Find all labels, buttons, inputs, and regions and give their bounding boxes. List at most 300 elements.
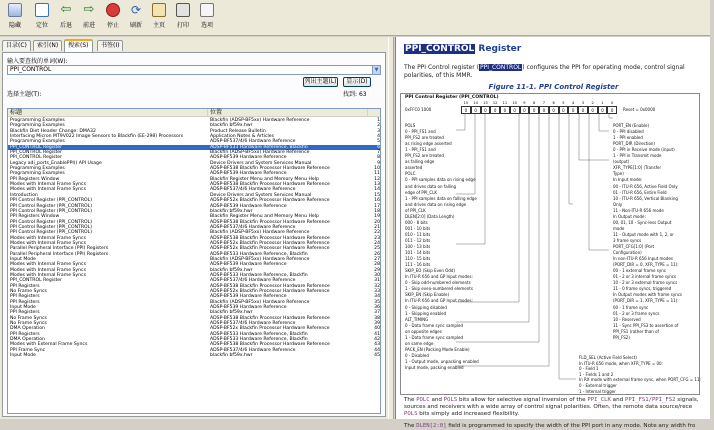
topic-title: Modes with Internal Frame Syncs <box>10 182 86 188</box>
options-button[interactable]: 选项 <box>196 2 218 33</box>
topic-location: ADSP-BF539 Hardware Reference <box>210 155 287 161</box>
topic-rank: 17 <box>374 203 380 209</box>
bit-cell: 0 <box>481 106 491 114</box>
diagram-label: 10 - Reserved <box>613 316 641 322</box>
bit-cell: 0 <box>510 106 520 114</box>
topic-location: ADSP-BF538 Blackfin Processor Hardware Reference <box>210 315 330 321</box>
topic-location: Blackfin (ADSP-BF5xx) Hardware Reference <box>210 150 310 156</box>
diagram-label: ALT_TIMING <box>405 316 429 322</box>
diagram-label: In non-ITU-R 656 Input modes <box>613 256 673 262</box>
topic-location: ADSP-BF537/4/6 Hardware Reference <box>210 321 296 327</box>
topic-title: Legacy adi_ports_EnablePPI() API Usage <box>10 160 102 166</box>
navigation-pane <box>0 37 388 419</box>
topic-rank: 10 <box>374 166 380 172</box>
diagram-label: 111 - 16 bits <box>405 262 431 268</box>
topic-location: ADSP-BF538 Blackfin Processor Hardware Reference <box>210 235 330 241</box>
diagram-label: Configuration) <box>613 250 642 256</box>
topic-rank: 14 <box>374 187 380 193</box>
diagram-label: SKIP_EN (Skip Enable) <box>405 292 450 298</box>
diagram-label: Only <box>613 201 623 207</box>
diagram-label: 00 - 1 external frame sync <box>613 268 666 274</box>
bit-cell: 0 <box>588 106 598 114</box>
tab-contents[interactable]: 目录(C) <box>2 40 31 51</box>
diagram-label: of PPI_CLK <box>405 207 426 213</box>
diagram-label: 10 - 2 or 3 external frame syncs <box>613 280 678 286</box>
refresh-button[interactable]: ⟳ 刷新 <box>129 3 142 29</box>
diagram-address: 0xFFC0 1000 <box>405 107 432 112</box>
diagram-label: on same edge <box>405 340 434 346</box>
topic-rows <box>8 118 380 358</box>
hide-icon <box>8 3 22 17</box>
bit-number: 9 <box>523 101 526 105</box>
diagram-label: 0 - Skip odd-numbered elements <box>405 280 471 286</box>
p2-polc: POLC <box>416 397 430 403</box>
diagram-label: In ITU-R 656 mode, when XFR_TYPE = 00: <box>579 360 663 366</box>
topic-title: No Frame Syncs <box>10 289 47 294</box>
topic-location: Blackfin Register Menu and Memory Menu Help <box>210 214 319 220</box>
bit-number: 1 <box>601 101 604 105</box>
topic-rank: 2 <box>377 123 380 129</box>
diagram-label: 1 - Skip even-numbered elements <box>405 286 473 292</box>
diagram-label: 100 - 13 bits <box>405 244 431 249</box>
topic-rank: 41 <box>374 331 380 337</box>
diagram-label: 11 - Non-ITU-R 656 mode <box>613 207 664 213</box>
topic-location: blackfin bf59x.hwr <box>210 123 253 129</box>
topic-title: Modes with Internal Frame Syncs <box>10 235 86 241</box>
topic-title: PPI Control Register (PPI_CONTROL) <box>10 219 93 225</box>
topic-rank: 40 <box>374 326 380 332</box>
topic-rank: 16 <box>374 198 380 204</box>
topic-title: DMA Operation <box>10 326 45 332</box>
list-item[interactable] <box>8 353 380 358</box>
topic-location: ADSP-BF539 Hardware Reference <box>210 305 287 311</box>
hide-button[interactable]: 隐藏 <box>4 2 26 33</box>
topic-location: ADSP-BF537/4/6 Hardware Reference <box>210 224 296 230</box>
bit-cell: 0 <box>529 106 539 114</box>
topic-title: PPI_CONTROL Register <box>10 155 62 161</box>
p2-e: signals, <box>675 397 699 403</box>
topic-rank: 37 <box>374 310 380 316</box>
home-icon <box>152 3 166 17</box>
options-icon <box>200 3 214 17</box>
topic-location: ADSP-BF537/4/6 Hardware Reference <box>210 347 296 353</box>
topic-title: PPI Registers Window <box>10 176 60 182</box>
topic-location: ADSP-BF533 Hardware Reference, Blackfin <box>210 144 308 150</box>
topic-rank: 4 <box>377 134 380 140</box>
page-title <box>404 44 521 54</box>
list-topics-button[interactable]: 列出主题(L) <box>304 78 337 85</box>
topic-rank: 21 <box>374 224 380 230</box>
topic-rank: 32 <box>374 283 380 289</box>
diagram-label: 1 - Fields 1 and 2 <box>579 371 614 377</box>
topic-rank: 6 <box>377 144 380 150</box>
diagram-label: 010 - 11 bits <box>405 231 431 237</box>
topic-location: ADSP-BF539 Hardware Reference <box>210 203 287 209</box>
topic-title: PPI Control Register (PPI_CONTROL) <box>10 224 93 230</box>
back-arrow-icon: ⇦ <box>60 2 72 17</box>
bit-number: 2 <box>591 101 594 105</box>
content-pane <box>395 37 710 429</box>
diagram-label: FLD_SEL (Active Field Select) <box>579 355 637 360</box>
bit-number: 6 <box>552 101 555 105</box>
topic-rank: 22 <box>374 230 380 236</box>
bit-cell: 0 <box>607 106 617 114</box>
diagram-label: 11 - Output mode with 1, 2, or <box>613 231 674 237</box>
topic-title: Blackfin Diet Header Change: DMA32 <box>10 128 96 134</box>
diagram-label: SKIP_EO (Skip Even Odd) <box>405 268 455 274</box>
locate-button[interactable]: 定位 <box>31 2 53 33</box>
topic-rank: 20 <box>374 219 380 225</box>
topic-rank: 18 <box>374 208 380 214</box>
topic-location: Device Drivers and System Services Manual <box>210 192 312 198</box>
diagram-label: 01 - ITU-R 656, Entire Field <box>613 189 667 195</box>
column-location[interactable]: 位置 <box>208 109 368 117</box>
bit-cell: 0 <box>500 106 510 114</box>
topic-location: ADSP-BF537/4/6 Hardware Reference <box>210 278 296 284</box>
topic-rank: 34 <box>374 294 380 300</box>
topic-rank: 8 <box>377 155 380 161</box>
bit-number: 7 <box>542 101 546 105</box>
diagram-label: PORT_EN (Enable) <box>613 123 650 128</box>
topic-location: ADSP-BF52x Blackfin Processor Hardware Reference <box>210 240 330 246</box>
topic-location: ADSP-BF537/4/6 Hardware Reference <box>210 187 296 193</box>
bit-cell: 0 <box>520 106 530 114</box>
bit-cell: 0 <box>549 106 559 114</box>
topic-rank: 13 <box>374 182 380 188</box>
topic-location: Blackfin (ADSP-BF5xx) Hardware Reference <box>210 230 310 236</box>
topic-list-header <box>8 109 380 117</box>
topic-location: ADSP-BF52x Blackfin Processor Hardware Reference <box>210 246 330 252</box>
topic-title: PPI Registers <box>10 283 40 289</box>
topic-rank: 9 <box>377 160 380 166</box>
diagram-label: 110 - 15 bits <box>405 256 431 262</box>
bit-number: 0 <box>610 101 614 105</box>
topic-rank: 19 <box>374 214 380 220</box>
printer-icon <box>176 3 190 17</box>
forward-arrow-icon: ⇨ <box>83 2 95 17</box>
topic-title: Modes with External Frame Syncs <box>10 342 88 348</box>
topic-rank: 25 <box>374 246 380 252</box>
home-button[interactable]: 主页 <box>148 2 170 33</box>
topic-rank: 23 <box>374 235 380 241</box>
topic-title: Programming Examples <box>10 139 65 145</box>
diagram-label: 0 - PPI disabled <box>613 129 644 135</box>
bit-number: 14 <box>473 101 478 105</box>
topic-location: ADSP-BF538 Blackfin Processor Hardware Reference <box>210 219 330 225</box>
topic-location: ADSP-BF533 Hardware Reference, Blackfin <box>210 251 308 257</box>
column-title[interactable]: 标题 <box>8 109 208 117</box>
topic-location: Blackfin (ADSP-BF5xx) Hardware Reference <box>210 299 310 305</box>
topic-title: Introduction <box>10 192 38 198</box>
topic-title: Input Mode <box>10 353 36 359</box>
topic-rank: 44 <box>374 347 380 353</box>
topic-rank: 36 <box>374 305 380 311</box>
pane-splitter[interactable] <box>388 37 394 419</box>
column-rank[interactable] <box>368 109 382 117</box>
diagram-label: 0 - PPI_FS1 and <box>405 129 436 135</box>
p2-line3: bits simply add increased flexibility. <box>417 411 520 417</box>
diagram-label: 1 - PPI samples data on falling edge <box>405 195 477 201</box>
diagram-label: In Input mode: <box>613 177 643 183</box>
register-diagram <box>400 93 700 395</box>
stop-icon <box>106 3 120 17</box>
diagram-label: mode <box>613 225 625 231</box>
topic-title: Modes with Internal Frame Syncs <box>10 267 86 273</box>
topic-location: blackfin bf59x.hwr <box>210 208 253 214</box>
topic-title: PPI Registers <box>10 331 40 337</box>
title-suffix: Register <box>475 44 522 54</box>
bit-number: 15 <box>463 101 469 105</box>
diagram-label: XFR_TYPE[1:0] (Transfer <box>613 165 662 171</box>
toolbar <box>0 0 710 36</box>
diagram-label: 101 - 14 bits <box>405 250 431 256</box>
topic-location: ADSP-BF539 Hardware Reference <box>210 262 287 268</box>
topic-title: Modes with Internal Frame Syncs <box>10 272 86 278</box>
topic-title: No Frame Syncs <box>10 321 47 327</box>
intro-highlight: PPI_CONTROL <box>479 64 522 71</box>
diagram-label: PPI_FS2 are treated <box>405 135 444 141</box>
diagram-label: as rising edge asserted <box>405 141 452 147</box>
topic-location: ADSP-BF533 Hardware Reference, Blackfin <box>210 331 308 337</box>
diagram-label: as falling edge <box>405 159 435 165</box>
topic-rank: 1 <box>377 118 380 123</box>
topic-title: PPI_CONTROL Register <box>10 150 62 156</box>
diagram-label: In Output modes with frame syncs <box>613 292 683 298</box>
topic-rank: 33 <box>374 289 380 294</box>
bit-cell: 0 <box>568 106 578 114</box>
diagram-label: 1 - Skipping enabled <box>405 310 447 316</box>
topic-title: PPI_CONTROL Register <box>10 278 62 284</box>
topic-rank: 43 <box>374 342 380 348</box>
topic-title: Modes with Internal Frame Syncs <box>10 187 86 193</box>
topic-rank: 31 <box>374 278 380 284</box>
diagram-label: 011 - 12 bits <box>405 237 431 243</box>
p2-ppi-clk: PPI_CLK <box>587 397 611 403</box>
bit-number: 5 <box>562 101 565 105</box>
topic-title: PPI Control Register (PPI_CONTROL) <box>10 230 93 236</box>
p2-line2: sources and receivers with a wide array of control signal polarities. Often, the remote data source/rece <box>404 404 693 410</box>
topic-rank: 15 <box>374 192 380 198</box>
topic-title: Programming Examples <box>10 123 65 129</box>
tab-search[interactable]: 搜索(S) <box>64 39 93 52</box>
topic-location: blackfin bf59x.hwr <box>210 353 253 359</box>
topic-location: ADSP-BF52x Blackfin Processor Hardware Reference <box>210 326 330 332</box>
back-button[interactable]: ⇦ 后退 <box>59 2 72 29</box>
diagram-label: POLC <box>405 171 416 177</box>
topic-title: PPI Registers <box>10 299 40 305</box>
bit-cell: 0 <box>578 106 588 114</box>
topic-title: Modes with Internal Frame Syncs <box>10 262 86 268</box>
topic-title: PPI Control Register (PPI_CONTROL) <box>10 203 93 209</box>
topic-location: blackfin bf59x.hwr <box>210 267 253 273</box>
p2-pols: POLS <box>443 397 458 403</box>
topic-rank: 35 <box>374 299 380 305</box>
topic-rank: 7 <box>377 150 380 156</box>
diagram-label: PORT_DIR (Direction) <box>613 141 655 147</box>
select-topic-label: 选择主题(T): <box>7 91 42 98</box>
topic-title: DMA Operation <box>10 337 45 343</box>
topic-title: PPI Registers <box>10 294 40 300</box>
dlen-paragraph <box>404 423 714 430</box>
topic-location: Blackfin Register Menu and Memory Menu Help <box>210 176 319 182</box>
topic-location: ADSP-BF533 Hardware Reference, Blackfin <box>210 272 308 278</box>
search-input-value: PPI_CONTROL <box>10 66 52 73</box>
diagram-label: asserted <box>405 165 423 171</box>
bit-cell: 0 <box>598 106 608 114</box>
diagram-label: In ITU-R 656 and GP Input modes: <box>405 298 473 304</box>
diagram-label: Input mode, packing enabled <box>405 365 464 370</box>
p2-b: and <box>429 397 444 403</box>
forward-button[interactable]: ⇨ 前进 <box>82 2 95 29</box>
stop-button[interactable]: 停止 <box>102 2 124 33</box>
search-prompt: 输入要查找的单词(W): <box>7 58 68 65</box>
found-number: 63 <box>358 91 367 98</box>
topic-list[interactable] <box>7 108 381 414</box>
topic-rank: 39 <box>374 321 380 327</box>
diagram-label: 11 - 0 frame syncs, triggered <box>613 286 672 292</box>
diagram-label: In ITU-R 656 and GP Input modes: <box>405 274 473 280</box>
diagram-label: 3 frame syncs <box>613 237 642 243</box>
diagram-label: 0 - Field 1 <box>579 366 599 372</box>
search-input[interactable] <box>7 65 381 75</box>
diagram-label: (PORT_DIR = 0, XFR_TYPE = 11): <box>613 262 679 268</box>
topic-rank: 11 <box>374 171 380 177</box>
topic-title: No Frame Syncs <box>10 315 47 321</box>
diagram-label: on opposite edges <box>405 328 442 334</box>
topic-title: Input Mode <box>10 305 36 311</box>
topic-location: blackfin bf59x.hwr <box>210 310 253 316</box>
diagram-reset: Reset = 0x0000 <box>623 107 656 112</box>
title-highlight: PPI_CONTROL <box>405 44 475 54</box>
topic-rank: 24 <box>374 240 380 246</box>
diagram-label: 0 - Data frame sync sampled <box>405 322 464 328</box>
topic-location: ADSP-BF533 Hardware Reference, Blackfin <box>210 337 308 343</box>
diagram-label: (PORT_DIR = 1, XFR_TYPE = 11): <box>613 298 679 304</box>
topic-rank: 28 <box>374 262 380 268</box>
diagram-label: and drives data on rising edge <box>405 201 467 207</box>
display-button[interactable]: 显示(D) <box>343 77 371 87</box>
diagram-label: 0 - Skipping disabled <box>405 304 447 310</box>
chevron-down-icon[interactable]: ▼ <box>372 66 380 74</box>
topic-title: PPI Registers Window <box>10 214 60 220</box>
topic-rank: 38 <box>374 315 380 321</box>
topic-location: Application Notes & Articles <box>210 134 275 140</box>
p3-a: The <box>404 423 417 429</box>
diagram-label: 11 - Sync PPI_FS3 to assertion of <box>613 322 679 328</box>
locate-icon <box>35 3 49 17</box>
search-panel <box>2 52 386 417</box>
topic-location: ADSP-BF538 Blackfin Processor Hardware Reference <box>210 342 330 348</box>
diagram-label: 1 - PPI in Transmit mode <box>613 153 662 159</box>
topic-location: ADSP-BF538 Blackfin Processor Hardware Reference <box>210 166 330 172</box>
diagram-label: 0 - Disabled <box>405 352 429 358</box>
topic-location: ADSP-BF538 Blackfin Processor Hardware Reference <box>210 283 330 289</box>
topic-rank: 26 <box>374 251 380 257</box>
tab-index[interactable]: 索引(N) <box>33 40 62 51</box>
intro-text-b: ) configures the PPI for operating mode, control signal polarities, of this MMR. <box>404 64 685 79</box>
bit-number: 13 <box>483 101 488 105</box>
topic-rank: 12 <box>374 176 380 182</box>
diagram-label: edge of PPI_CLK <box>405 189 438 195</box>
diagram-label: 01 - 2 or 3 internal frame syncs <box>613 274 677 280</box>
bit-cell: 0 <box>471 106 481 114</box>
diagram-label: 1 - Data frame sync sampled <box>405 334 464 340</box>
diagram-label: (output) <box>613 159 630 165</box>
topic-location: Device Drivers and System Services Manual <box>210 160 312 166</box>
topic-location: ADSP-BF537/4/6 Hardware Reference <box>210 139 296 145</box>
topic-rank: 42 <box>374 337 380 343</box>
diagram-label: 00 - 1 frame sync <box>613 304 649 310</box>
diagram-label: In Output mode: <box>613 213 646 219</box>
bit-number: 4 <box>571 101 575 105</box>
diagram-label: 0 - PPI samples data on rising edge <box>405 177 476 183</box>
diagram-label: 000 - 8 bits <box>405 219 428 225</box>
diagram-label: 1 - PPI_FS1 and <box>405 147 436 153</box>
bit-number: 11 <box>502 101 508 105</box>
topic-title: PPI Registers <box>10 310 40 316</box>
topic-title: Programming Examples <box>10 166 65 172</box>
topic-title: Modes with Internal Frame Syncs <box>10 240 86 246</box>
topic-rank: 5 <box>377 139 380 145</box>
diagram-label: PPI_FS2) <box>613 334 630 340</box>
diagram-label: 00, 01, 10 - Sync-less Output <box>613 219 672 225</box>
topic-title: Programming Examples <box>10 118 65 123</box>
topic-title: Programming Examples <box>10 171 65 177</box>
bit-cell: 0 <box>490 106 500 114</box>
p3-b: field is programmed to specify the width of the PPI port in any mode. Note any width fro <box>446 423 696 429</box>
intro-paragraph <box>404 64 704 80</box>
diagram-label: PACK_EN (Packing Mode Enable) <box>405 346 470 352</box>
tab-favorites[interactable]: 书签(I) <box>97 40 123 51</box>
p2-d: and <box>610 397 625 403</box>
topic-rank: 29 <box>374 267 380 273</box>
topic-location: ADSP-BF539 Hardware Reference <box>210 171 287 177</box>
diagram-label: 1 - Internal trigger <box>579 388 616 394</box>
diagram-label: 1 - Output mode, unpacking enabled <box>405 358 479 364</box>
diagram-label: 00 - ITU-R 656, Active Field Only <box>613 183 678 189</box>
diagram-label: DLEN[2:0] (Data Length) <box>405 213 455 219</box>
diagram-label: 0 - External trigger <box>579 383 617 388</box>
topic-title: Parallel Peripheral Interface (PPI) Registers <box>10 246 109 252</box>
topic-location: ADSP-BF52x Blackfin Processor Hardware Reference <box>210 198 330 204</box>
intro-text-a: The PPI Control register ( <box>404 64 479 71</box>
topic-location: ADSP-BF538 Blackfin Processor Hardware Reference <box>210 182 330 188</box>
topic-title: PPI Frame Sync <box>10 347 46 353</box>
diagram-heading: PPI Control Register (PPI_CONTROL) <box>405 95 499 100</box>
print-button[interactable]: 打印 <box>172 2 194 33</box>
bit-cell: 0 <box>539 106 549 114</box>
diagram-label: 0 - PPI in Receive mode (input) <box>613 147 675 153</box>
bit-cell: 0 <box>461 106 471 114</box>
topic-rank: 3 <box>377 128 380 134</box>
diagram-label: and drives data on falling <box>405 183 457 189</box>
p2-c: bits allow for selective signal inversion of the <box>457 397 588 403</box>
topic-rank: 30 <box>374 272 380 278</box>
diagram-label: 001 - 10 bits <box>405 225 431 231</box>
topic-title: PPI Control Register (PPI_CONTROL) <box>10 198 93 204</box>
polarity-paragraph <box>404 397 714 418</box>
topic-location: ADSP-BF539 Hardware Reference <box>210 294 287 300</box>
bit-number: 8 <box>532 101 536 105</box>
topic-title: PPI Control Register (PPI_CONTROL) <box>10 208 93 214</box>
bit-number: 12 <box>492 101 498 105</box>
found-count <box>343 89 367 98</box>
bit-number: 3 <box>581 101 585 105</box>
topic-rank: 45 <box>374 353 380 359</box>
p2-ppi-fs: PPI_FS1/PPI_FS2 <box>625 397 676 403</box>
topic-title: Input Mode <box>10 256 36 262</box>
diagram-label: In RX mode with external frame sync, when PORT_CFG = 11: <box>579 377 701 383</box>
